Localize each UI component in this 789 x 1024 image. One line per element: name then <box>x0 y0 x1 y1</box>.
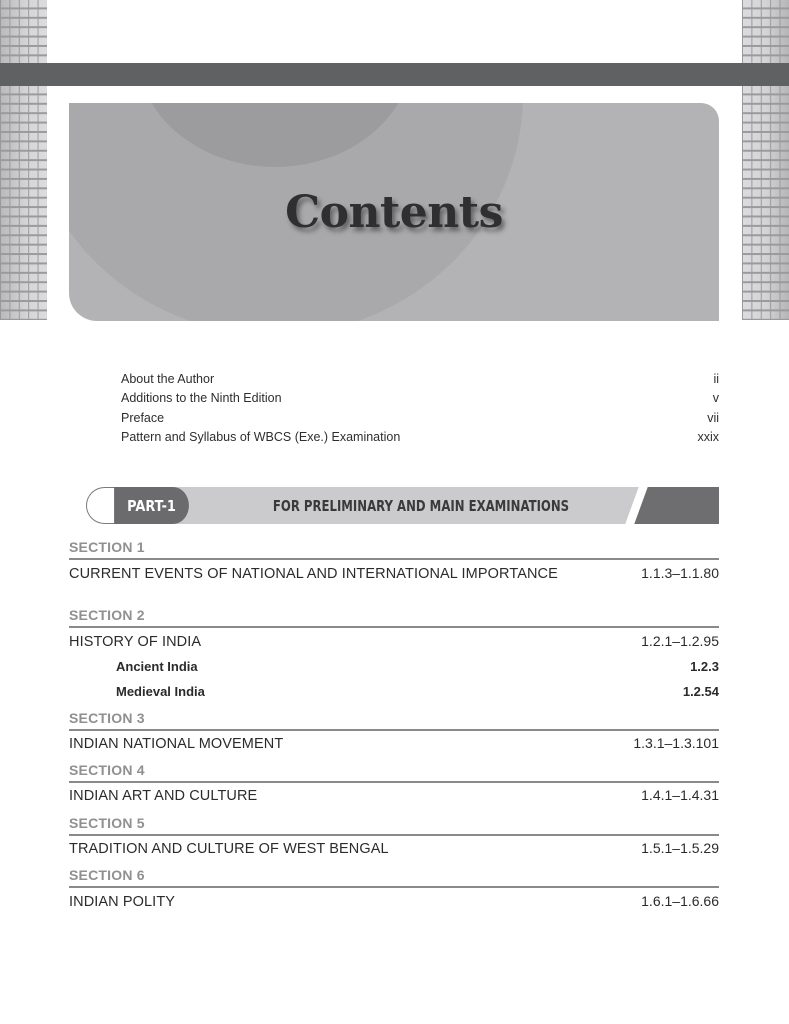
page-title: Contents <box>285 187 503 238</box>
section-divider <box>69 729 719 731</box>
entry-title: INDIAN POLITY <box>69 894 176 910</box>
part-banner-end-block <box>648 487 719 524</box>
section-label: SECTION 3 <box>69 710 145 726</box>
front-matter-label: Additions to the Ninth Edition <box>121 391 282 406</box>
entry-pages: 1.3.1–1.3.101 <box>633 735 719 751</box>
right-grid-decoration-bottom <box>742 86 789 320</box>
sub-entry-page: 1.2.54 <box>682 684 719 699</box>
part-title: FOR PRELIMINARY AND MAIN EXAMINATIONS <box>272 496 570 515</box>
sub-entry-title: Medieval India <box>116 684 205 699</box>
section-label: SECTION 1 <box>69 539 145 555</box>
section-label: SECTION 2 <box>69 607 145 623</box>
toc-entry[interactable] <box>69 633 719 650</box>
toc-entry[interactable] <box>69 787 719 804</box>
entry-title: TRADITION AND CULTURE OF WEST BENGAL <box>69 841 389 857</box>
section-divider <box>69 558 719 560</box>
toc-entry[interactable] <box>69 565 719 582</box>
toc-entry[interactable] <box>69 735 719 752</box>
section-divider <box>69 626 719 628</box>
entry-title: CURRENT EVENTS OF NATIONAL AND INTERNATIONAL IMPORTANCE <box>69 566 558 582</box>
section-label: SECTION 6 <box>69 867 145 883</box>
entry-pages: 1.5.1–1.5.29 <box>641 840 719 856</box>
entry-title: INDIAN NATIONAL MOVEMENT <box>69 736 284 752</box>
section-divider <box>69 834 719 836</box>
toc-sub-entry[interactable] <box>116 659 719 674</box>
toc-entry[interactable] <box>69 840 719 857</box>
front-matter-label: Pattern and Syllabus of WBCS (Exe.) Examination <box>121 429 401 444</box>
entry-pages: 1.4.1–1.4.31 <box>641 787 719 803</box>
section-divider <box>69 781 719 783</box>
part-badge: PART-1 <box>114 487 189 524</box>
front-matter-page: v <box>712 391 719 406</box>
front-matter-page: vii <box>707 410 719 425</box>
right-grid-decoration-top <box>742 0 789 63</box>
sub-entry-title: Ancient India <box>116 659 198 674</box>
front-matter-item[interactable] <box>121 391 719 410</box>
entry-pages: 1.1.3–1.1.80 <box>641 565 719 581</box>
entry-pages: 1.2.1–1.2.95 <box>641 633 719 649</box>
front-matter-item[interactable] <box>121 411 719 430</box>
sub-entry-page: 1.2.3 <box>690 659 719 674</box>
section-label: SECTION 4 <box>69 762 145 778</box>
entry-title: INDIAN ART AND CULTURE <box>69 788 258 804</box>
front-matter-page: xxix <box>697 429 719 444</box>
toc-sub-entry[interactable] <box>116 684 719 699</box>
front-matter-label: Preface <box>121 410 165 425</box>
front-matter-item[interactable] <box>121 372 719 391</box>
contents-header-panel <box>69 103 719 321</box>
entry-pages: 1.6.1–1.6.66 <box>641 893 719 909</box>
front-matter-list <box>121 372 719 449</box>
section-divider <box>69 886 719 888</box>
front-matter-item[interactable] <box>121 430 719 449</box>
left-grid-decoration-top <box>0 0 47 63</box>
left-grid-decoration-bottom <box>0 86 47 320</box>
top-band <box>0 63 789 86</box>
front-matter-label: About the Author <box>121 372 215 386</box>
part-banner <box>86 487 719 525</box>
toc-entry[interactable] <box>69 893 719 910</box>
front-matter-page: ii <box>713 372 719 386</box>
entry-title: HISTORY OF INDIA <box>69 634 202 650</box>
section-label: SECTION 5 <box>69 815 145 831</box>
